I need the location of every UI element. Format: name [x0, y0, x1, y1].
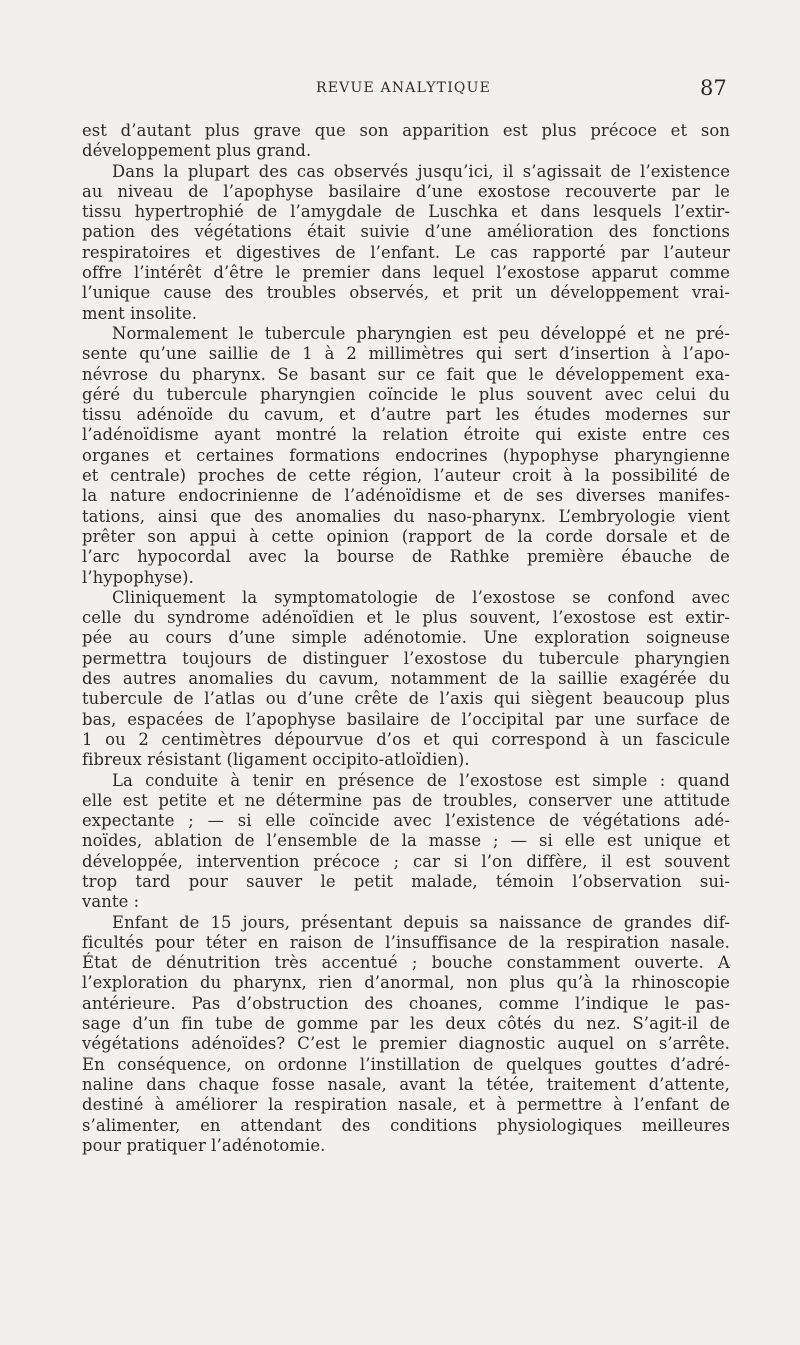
text-line: au niveau de l’apophyse basilaire d’une exostose recouverte par le: [82, 181, 730, 201]
text-line: pation des végétations était suivie d’une amélioration des fonctions: [82, 222, 730, 242]
text-line: névrose du pharynx. Se basant sur ce fait que le développement exa-: [82, 364, 730, 384]
running-title: REVUE ANALYTIQUE: [316, 80, 492, 96]
paragraph: [82, 324, 730, 588]
text-line: pour pratiquer l’adénotomie.: [82, 1135, 326, 1155]
text-line: l’adénoïdisme ayant montré la relation étroite qui existe entre ces: [82, 425, 730, 445]
text-line: antérieure. Pas d’obstruction des choanes, comme l’indique le pas-: [82, 993, 730, 1013]
text-line: végétations adénoïdes? C’est le premier diagnostic auquel on s’arrête.: [82, 1034, 730, 1054]
text-line: géré du tubercule pharyngien coïncide le plus souvent avec celui du: [82, 384, 730, 404]
text-line: trop tard pour sauver le petit malade, témoin l’observation sui-: [82, 871, 730, 891]
text-line: Normalement le tubercule pharyngien est peu développé et ne pré-: [112, 323, 730, 343]
text-line: ment insolite.: [82, 303, 198, 323]
text-line: l’unique cause des troubles observés, et prit un développement vrai-: [82, 283, 730, 303]
paragraph: [82, 913, 730, 1157]
text-line: celle du syndrome adénoïdien et le plus souvent, l’exostose est extir-: [82, 608, 730, 628]
text-line: fibreux résistant (ligament occipito-atloïdien).: [82, 750, 470, 770]
text-line: pée au cours d’une simple adénotomie. Une exploration soigneuse: [82, 628, 730, 648]
body-text: [82, 121, 730, 1156]
paragraph: [82, 121, 730, 162]
text-line: État de dénutrition très accentué ; bouche constamment ouverte. A: [82, 953, 730, 973]
paragraph: [82, 771, 730, 913]
text-line: En conséquence, on ordonne l’instillation de quelques gouttes d’adré-: [82, 1054, 730, 1074]
text-line: vante :: [82, 892, 140, 912]
text-line: Cliniquement la symptomatologie de l’exostose se confond avec: [112, 587, 730, 607]
text-line: la nature endocrinienne de l’adénoïdisme et de ses diverses manifes-: [82, 486, 730, 506]
text-line: elle est petite et ne détermine pas de troubles, conserver une attitude: [82, 790, 730, 810]
page-number: 87: [700, 76, 727, 100]
text-line: organes et certaines formations endocrines (hypophyse pharyngienne: [82, 445, 730, 465]
text-line: tissu adénoïde du cavum, et d’autre part les études modernes sur: [82, 405, 730, 425]
text-line: l’hypophyse).: [82, 567, 194, 587]
text-line: s’alimenter, en attendant des conditions physiologiques meilleures: [82, 1115, 730, 1135]
text-line: respiratoires et digestives de l’enfant. Le cas rapporté par l’auteur: [82, 242, 730, 262]
text-line: La conduite à tenir en présence de l’exostose est simple : quand: [112, 770, 730, 790]
text-line: développement plus grand.: [82, 141, 312, 161]
text-line: et centrale) proches de cette région, l’auteur croit à la possibilité de: [82, 466, 730, 486]
text-line: sente qu’une saillie de 1 à 2 millimètres qui sert d’insertion à l’apo-: [82, 344, 730, 364]
text-line: destiné à améliorer la respiration nasale, et à permettre à l’enfant de: [82, 1095, 730, 1115]
text-line: Dans la plupart des cas observés jusqu’ici, il s’agissait de l’existence: [112, 161, 730, 181]
text-line: l’arc hypocordal avec la bourse de Rathke première ébauche de: [82, 547, 730, 567]
text-line: ficultés pour téter en raison de l’insuffisance de la respiration nasale.: [82, 932, 730, 952]
running-header: [0, 76, 800, 100]
text-line: des autres anomalies du cavum, notamment de la saillie exagérée du: [82, 669, 730, 689]
text-line: est d’autant plus grave que son apparition est plus précoce et son: [82, 121, 730, 140]
text-line: expectante ; — si elle coïncide avec l’existence de végétations adé-: [82, 811, 730, 831]
text-line: sage d’un fin tube de gomme par les deux côtés du nez. S’agit-il de: [82, 1014, 730, 1034]
text-line: Enfant de 15 jours, présentant depuis sa naissance de grandes dif-: [112, 912, 730, 932]
text-line: 1 ou 2 centimètres dépourvue d’os et qui correspond à un fascicule: [82, 729, 730, 749]
text-line: permettra toujours de distinguer l’exostose du tubercule pharyngien: [82, 648, 730, 668]
text-line: offre l’intérêt d’être le premier dans lequel l’exostose apparut comme: [82, 263, 730, 283]
text-line: bas, espacées de l’apophyse basilaire de l’occipital par une surface de: [82, 709, 730, 729]
text-line: l’exploration du pharynx, rien d’anormal, non plus qu’à la rhinoscopie: [82, 973, 730, 993]
text-line: naline dans chaque fosse nasale, avant la tétée, traitement d’attente,: [82, 1074, 730, 1094]
text-line: tubercule de l’atlas ou d’une crête de l’axis qui siègent beaucoup plus: [82, 689, 730, 709]
text-line: développée, intervention précoce ; car si l’on diffère, il est souvent: [82, 851, 730, 871]
paragraph: [82, 588, 730, 771]
text-line: prêter son appui à cette opinion (rapport de la corde dorsale et de: [82, 526, 730, 546]
text-line: tissu hypertrophié de l’amygdale de Luschka et dans lesquels l’extir-: [82, 202, 730, 222]
paragraph: [82, 162, 730, 324]
text-line: noïdes, ablation de l’ensemble de la masse ; — si elle est unique et: [82, 831, 730, 851]
text-line: tations, ainsi que des anomalies du naso-pharynx. L’embryologie vient: [82, 506, 730, 526]
